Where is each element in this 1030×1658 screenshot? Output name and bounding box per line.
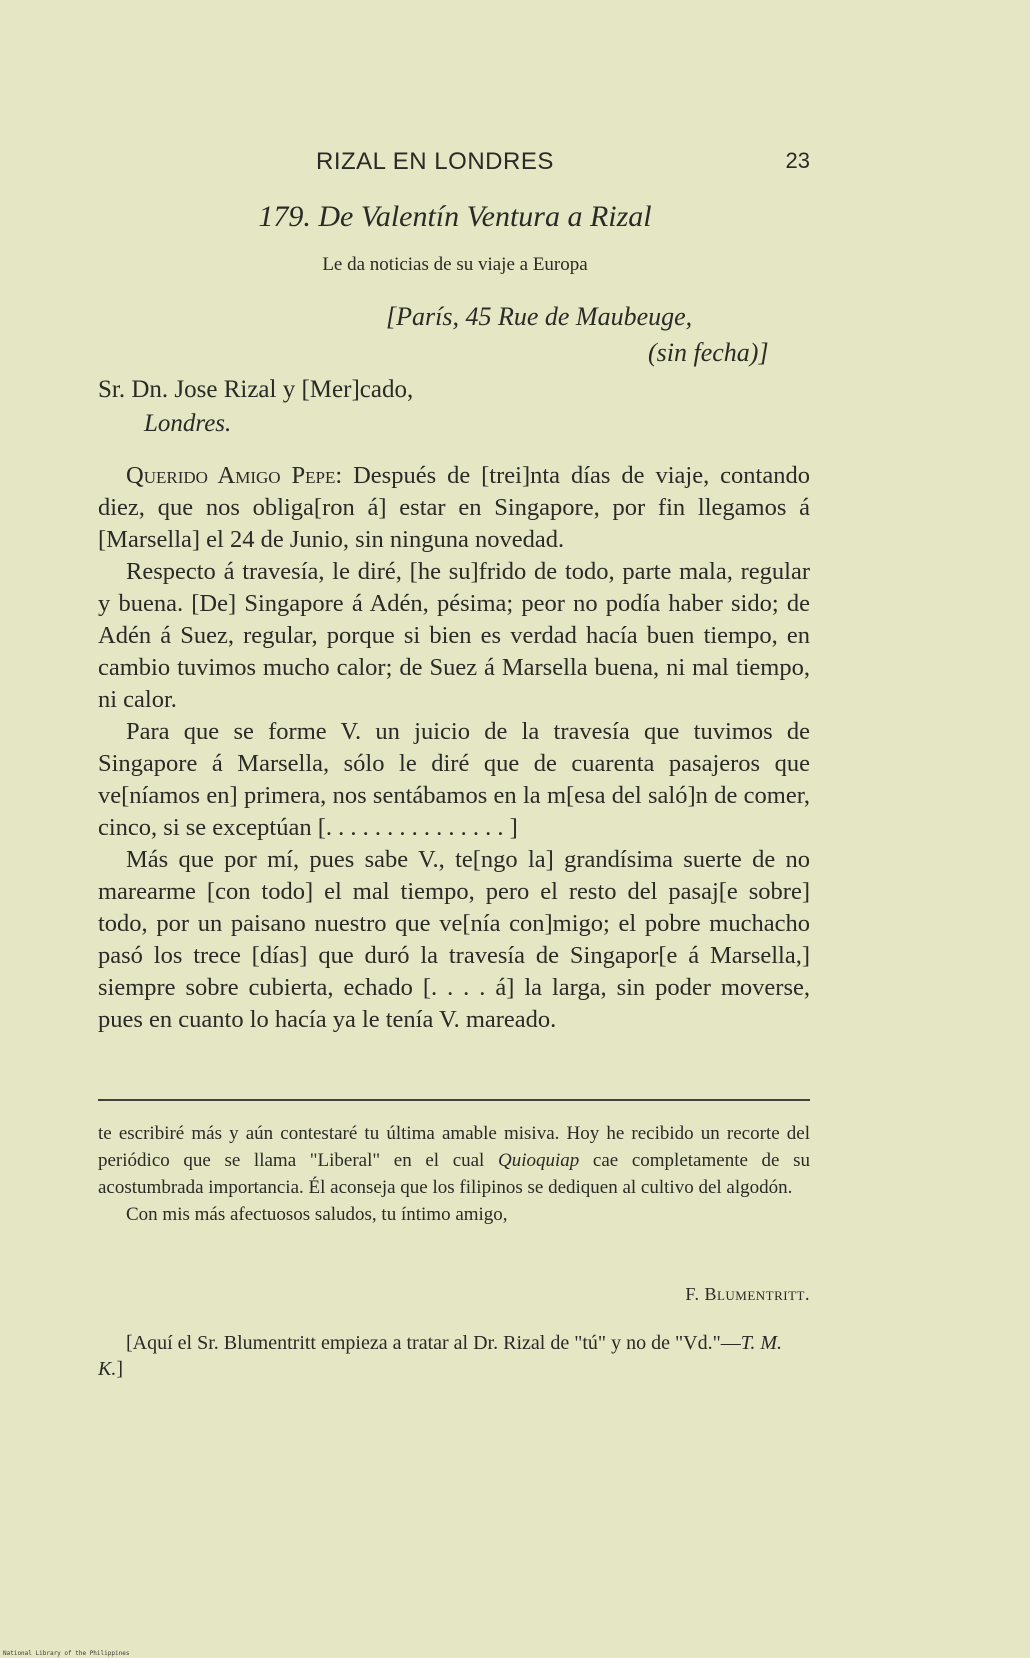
letter-paragraph: Más que por mí, pues sabe V., te[ngo la] grandísima suerte de no marearme [con todo] el mal tiempo, pero el resto del pasaj[e sobre] todo, por un paisano nuestro que ve[nía con]migo; el pobre muchacho pasó los trece [días] que duró la travesía de Singapor[e á Marsella,] siempre sobre cubierta, echado [. . . . á] la larga, sin poder moverse, pues en cuanto lo hacía ya le tenía V. mareado.	[98, 846, 810, 1033]
footnote-closing: Con mis más afectuosos saludos, tu íntimo amigo,	[126, 1204, 508, 1225]
letter-place: [París, 45 Rue de Maubeuge,	[386, 302, 693, 331]
letter-title: 179. De Valentín Ventura a Rizal	[258, 200, 652, 233]
letter-date: (sin fecha)]	[648, 338, 769, 367]
letter-paragraph: Respecto á travesía, le diré, [he su]frido de todo, parte mala, regular y buena. [De] Singapore á Adén, pésima; peor no podía haber sido; de Adén á Suez, regular, porque si bien es verdad hacía buen tiempo, en cambio tuvimos mucho calor; de Suez á Marsella buena, ni mal tiempo, ni calor.	[98, 558, 810, 713]
footnote-signature: F. Blumentritt.	[685, 1284, 810, 1304]
footnote-text-end: cae completamente de su acostumbrada importancia. Él aconseja que los filipinos se dediquen al cultivo del algodón.	[98, 1150, 811, 1198]
letter-recipient: Sr. Dn. Jose Rizal y [Mer]cado,	[98, 376, 414, 403]
paragraph-text: Después de [trei]nta días de viaje, contando diez, que nos obliga[ron á] estar en Singapore, por fin llegamos á [Marsella] el 24 de Junio, sin ninguna novedad.	[98, 462, 810, 553]
page-number: 23	[785, 148, 810, 173]
letter-body	[98, 460, 810, 1036]
editor-note-text: [Aquí el Sr. Blumentritt empieza a tratar al Dr. Rizal de "tú" y no de "Vd."—	[126, 1332, 741, 1354]
running-title: RIZAL EN LONDRES	[316, 148, 554, 175]
footnote-text: te escribiré más y aún contestaré tu última amable misiva. Hoy he recibido un recorte del periódico que se llama "Liberal" en el cual	[98, 1123, 810, 1171]
running-head	[98, 148, 810, 182]
footnote-paragraph	[98, 1120, 810, 1201]
editor-initials: T. M. K.	[98, 1332, 783, 1380]
footnote-italic-word: Quioquiap	[497, 1150, 580, 1171]
letter-salutation: Querido Amigo Pepe:	[126, 462, 343, 489]
library-credit: National Library of the Philippines	[3, 1650, 130, 1657]
footnote	[98, 1120, 810, 1228]
footnote-divider	[98, 1099, 810, 1101]
letter-subtitle: Le da noticias de su viaje a Europa	[322, 254, 588, 275]
editor-note-end: ]	[116, 1358, 124, 1380]
editor-note	[98, 1330, 810, 1382]
letter-paragraph	[98, 460, 810, 556]
letter-recipient-city: Londres.	[144, 410, 232, 437]
letter-paragraph: Para que se forme V. un juicio de la travesía que tuvimos de Singapore á Marsella, sólo le diré que de cuarenta pasajeros que ve[níamos en] primera, nos sentábamos en la m[esa del saló]n de comer, cinco, si se exceptúan [. . . . . . . . . . . . . . . ]	[98, 718, 810, 841]
editor-note-paragraph	[98, 1330, 810, 1382]
